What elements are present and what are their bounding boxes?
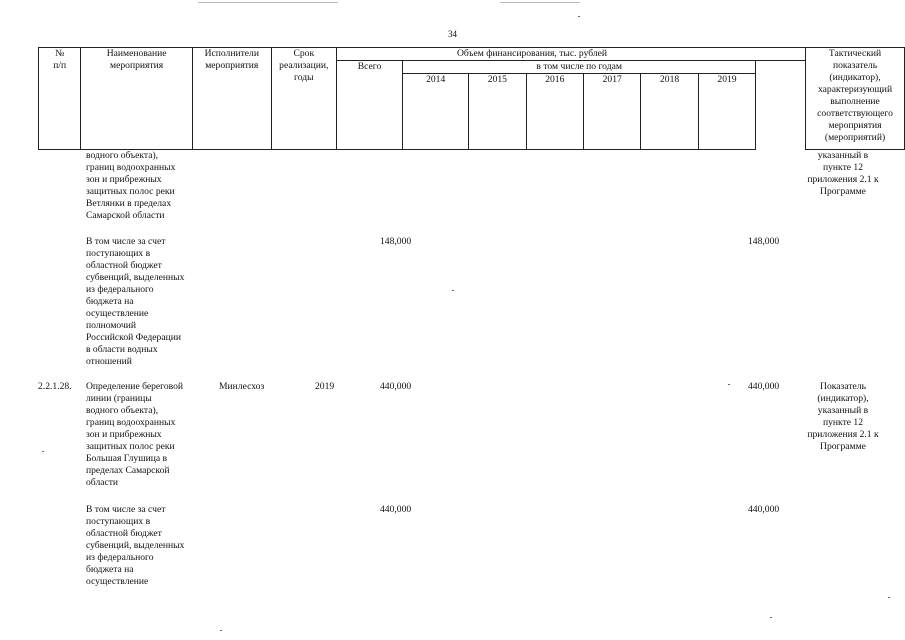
header-term: Срок реализации, годы — [271, 48, 336, 150]
row-indicator: Показатель (индикатор), указанный в пункте 12 приложения 2.1 к Программе — [807, 381, 879, 452]
scan-artifact-line — [198, 2, 338, 3]
page-number: 34 — [448, 29, 457, 39]
header-year: 2017 — [583, 74, 640, 150]
header-year: 2018 — [641, 74, 698, 150]
row-name: В том числе за счет поступающих в областной бюджет субвенций, выделенных из федерального бюджета на осуществление — [86, 504, 185, 587]
header-year: 2015 — [469, 74, 526, 150]
row-number: 2.2.1.28. — [38, 381, 72, 392]
header-total: Всего — [336, 61, 402, 150]
table-header — [38, 47, 905, 150]
scan-speck — [42, 451, 44, 452]
scan-speck — [770, 617, 772, 618]
header-num: № п/п — [39, 48, 81, 150]
row-total: 440,000 — [380, 504, 412, 515]
scan-speck — [888, 597, 890, 598]
header-year: 2016 — [526, 74, 583, 150]
scan-artifact-line — [500, 2, 580, 3]
scan-speck — [220, 630, 222, 631]
header-year: 2019 — [698, 74, 755, 150]
row-name: Определение береговой линии (границы водного объекта), границ водоохранных зон и прибрежных защитных полос реки Большая Глушица в пределах Самарской области — [86, 381, 184, 488]
header-executors: Исполнители мероприятия — [192, 48, 271, 150]
row-total: 148,000 — [380, 236, 412, 247]
row-indicator: указанный в пункте 12 приложения 2.1 к Программе — [807, 150, 879, 197]
row-executor: Минлесхоз — [219, 381, 265, 392]
row-name: водного объекта), границ водоохранных зон и прибрежных защитных полос реки Ветлянки в пределах Самарской области — [86, 150, 176, 221]
row-total: 440,000 — [380, 381, 412, 392]
scan-speck — [728, 384, 730, 385]
row-name: В том числе за счет поступающих в областной бюджет субвенций, выделенных из федерального бюджета на осуществление полномочий Российской Федерации в области водных отношений — [86, 236, 185, 367]
row-2019: 440,000 — [748, 381, 780, 392]
scan-speck — [452, 290, 454, 291]
row-2019: 440,000 — [748, 504, 780, 515]
header-indicator: Тактический показатель (индикатор), характеризующий выполнение соответствующего мероприятия (мероприятий) — [806, 48, 905, 150]
header-year: 2014 — [403, 74, 469, 150]
scan-speck — [578, 16, 580, 17]
header-funding-title: Объем финансирования, тыс. рублей — [336, 48, 805, 61]
header-name: Наименование мероприятия — [81, 48, 192, 150]
row-2019: 148,000 — [748, 236, 780, 247]
row-term: 2019 — [315, 381, 335, 392]
header-by-year: в том числе по годам — [403, 61, 756, 74]
